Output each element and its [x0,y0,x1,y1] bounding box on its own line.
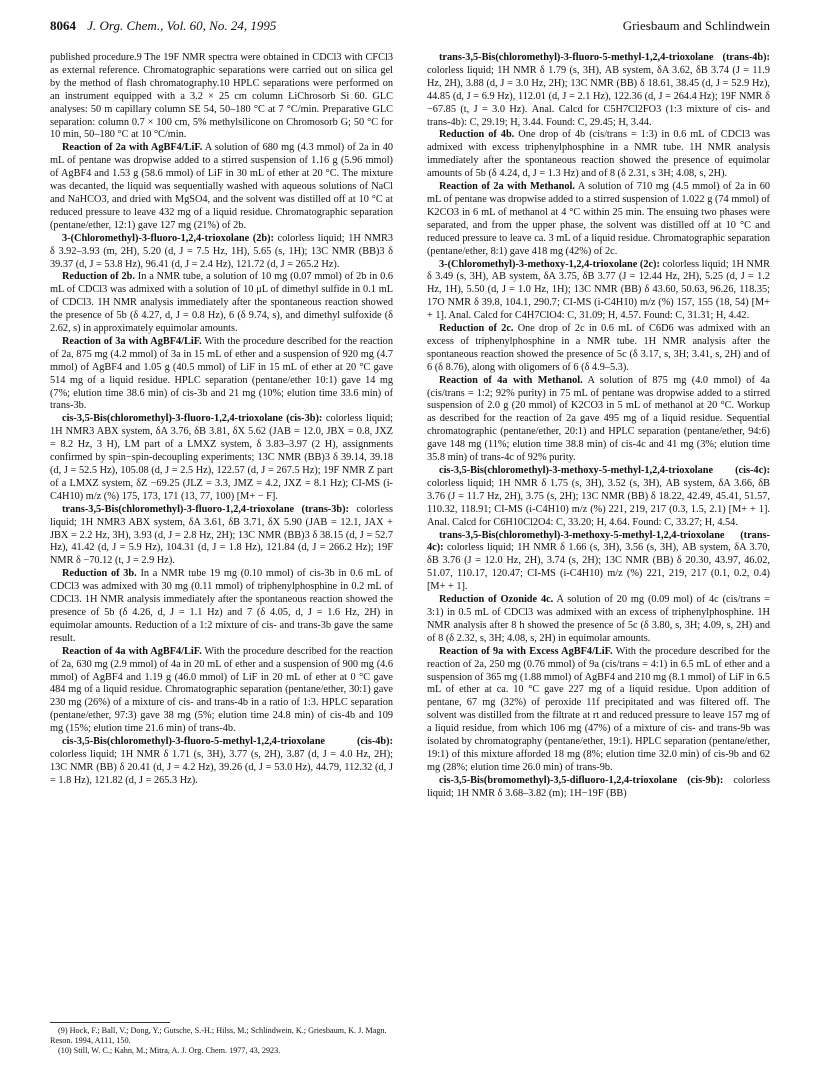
paragraph [427,181,770,258]
paragraph-text: With the procedure described for the reaction of 2a, 875 mg (4.2 mmol) of 3a in 15 mL of ether and a suspension of 920 mg (4.7 mmol) of AgBF4 and 1.05 g (40.5 mmol) of LiF in 15 mL of ether at 20 °C gave 514 mg of a liquid residue. HPLC separation (pentane/ether 10:1) gave 14 mg (7%; elution time 38.6 min) of cis-3b and 21 mg (10%; elution time 33.6 min) of trans-3b. [50,335,393,412]
paragraph [427,646,770,775]
paragraph [427,129,770,181]
paragraph-text: colorless liquid; 1H NMR δ 1.79 (s, 3H), AB system, δA 3.62, δB 3.74 (J = 11.9 Hz, 2H), 3.88 (d, J = 3.0 Hz, 2H); 13C NMR (BB) δ 18.61, 38.45 (d, J = 52.9 Hz), 44.85 (d, J = 6.9 Hz), 112.01 (d, J = 2.1 Hz), 122.36 (d, J = 264.4 Hz); 19F NMR δ −67.85 (t, J = 3.0 Hz). Anal. Calcd for C5H7Cl2FO3 (1:3 mixture of cis- and trans-4b): C, 29.19; H, 3.44. Found: C, 29.45; H, 3.44. [427,64,770,128]
journal-citation: J. Org. Chem., Vol. 60, No. 24, 1995 [87,18,277,33]
paragraph-heading: Reaction of 4a with Methanol. [439,374,583,386]
paragraph-text: colorless liquid; 1H NMR δ 1.66 (s, 3H), 3.56 (s, 3H), AB system, δA 3.70, δB 3.76 (J = 12.0 Hz, 2H), 3.74 (s, 2H); 13C NMR (BB) δ 20.30, 43.97, 46.02, 51.07, 110.17, 120.47; CI-MS (i-C4H10) m/z (%) 221, 219, 217 (0.1, 0.2, 0.4) [M+ + 1]. [427,542,770,593]
paragraph-text: colorless liquid; 1H NMR3 ABX system, δA 3.61, δB 3.71, δX 5.90 (JAB = 12.1, JAX + JBX = 2.2 Hz, 3H), 3.93 (d, J = 2.8 Hz, 2H); 13C NMR (BB)3 δ 38.15 (d, J = 52.7 Hz), 41.42 (d, J = 5.9 Hz), 104.31 (d, J = 1.8 Hz), 121.84 (d, J = 266.2 Hz); 19F NMR δ −70.12 (t, J = 2.9 Hz). [50,503,393,567]
paragraph-text: A solution of 710 mg (4.5 mmol) of 2a in 60 mL of pentane was dropwise added to a stirred suspension of 1.022 g (74 mmol) of K2CO3 in 6 mL of methanol at 4 °C within 25 min. The ensuing two phases were separated, and from the upper phase, the solvent was distilled off at 10 °C and reduced pressure to leave ca. 3 mL of a liquid residue. Chromatographic separation (pentane/ether, 8:1) gave 418 mg (42%) of 2c. [427,181,770,257]
running-header [50,18,770,38]
footnote: (9) Hock, F.; Ball, V.; Dong, Y.; Gutsche, S.-H.; Hilss, M.; Schlindwein, K.; Griesbaum, K. J. Magn. Reson. 1994, A111, 150. [50,1026,387,1045]
paragraph-text: colorless liquid; 1H NMR δ 3.68–3.82 (m); 1H−19F (BB) [427,774,770,799]
paragraph-text: colorless liquid; 1H NMR δ 1.75 (s, 3H), 3.52 (s, 3H), AB system, δA 3.66, δB 3.76 (J = 11.7 Hz, 2H), 3.75 (s, 2H); 13C NMR (BB) δ 18.22, 42.49, 45.41, 51.57, 110.32, 118.91; CI-MS (i-C4H10) m/z (%) 221, 219, 217 (0.3, 1.5, 2.1) [M+ + 1]. Anal. Calcd for C6H10Cl2O4: C, 33.20; H, 4.64. Found: C, 33.27; H, 4.54. [427,477,770,528]
paragraph-text: In a NMR tube, a solution of 10 mg (0.07 mmol) of 2b in 0.6 mL of CDCl3 was admixed with a solution of 10 μL of dimethyl sulfide in 0.1 mL of CDCl3. 1H NMR analysis immediately after the spontaneous reaction showed the presence of 5b (δ 4.27, d, J = 0.8 Hz), 6 (δ 9.74, s), and dimethyl sulfoxide (δ 2.62, s) in approximately equimolar amounts. [50,271,393,335]
paragraph [427,375,770,465]
paragraph-heading: cis-3,5-Bis(chloromethyl)-3-methoxy-5-methyl-1,2,4-trioxolane (cis-4c): [439,465,770,476]
paragraph-heading: trans-3,5-Bis(chloromethyl)-3-fluoro-1,2,4-trioxolane (trans-3b): [62,503,349,515]
paragraph [50,504,393,569]
paragraph-heading: Reduction of 2b. [62,271,135,283]
paragraph-text: One drop of 4b (cis/trans = 1:3) in 0.6 mL of CDCl3 was admixed with excess triphenylphosphine in a NMR tube. 1H NMR analysis immediately after the spontaneous reaction showed the presence of equimolar amounts of 5b (δ 4.24, d, J = 1.3 Hz) and of 8 (δ 2.31, s 3H; 4.08, s, 2H). [427,129,770,180]
paragraph-text: In a NMR tube 19 mg (0.10 mmol) of cis-3b in 0.6 mL of CDCl3 was admixed with 30 mg (0.11 mmol) of triphenylphosphine in 0.2 mL of CDCl3. 1H NMR analysis immediately after the spontaneous reaction showed the presence of 5b (δ 4.26, d, J = 1.1 Hz) and 7 (δ 4.05, d, J = 1.6 Hz, 2H) in equimolar amounts. Reduction of a 1:2 mixture of cis- and trans-3b gave the same result. [50,568,393,644]
page-number: 8064 [50,18,76,33]
paragraph-heading: Reaction of 2a with Methanol. [439,181,575,193]
paragraph [427,465,770,530]
paragraph [427,52,770,129]
paragraph-heading: Reaction of 3a with AgBF4/LiF. [62,335,202,347]
paragraph [50,736,393,788]
paragraph-heading: 3-(Chloromethyl)-3-methoxy-1,2,4-trioxolane (2c): [439,258,660,270]
paragraph-heading: Reaction of 4a with AgBF4/LiF. [62,645,202,657]
left-column [50,52,393,788]
paragraph-heading: Reduction of Ozonide 4c. [439,594,554,606]
paragraph [50,52,393,142]
paragraph-heading: Reduction of 2c. [439,323,514,335]
paragraph-text: A solution of 680 mg (4.3 mmol) of 2a in 40 mL of pentane was dropwise added to a stirred suspension of 1.16 g (5.96 mmol) of AgBF4 and 1.53 g (58.6 mmol) of LiF in 30 mL of ether at 20 °C. The mixture was decanted, the liquid was sequentially washed with aqueous solutions of NaCl and NaHCO3, and dried with MgSO4, and the solvent was distilled off at 10 °C at reduced pressure to leave 432 mg of a liquid residue. Chromatographic separation (pentane/ether, 12:1) gave 127 mg (21%) of 2b. [50,142,393,231]
paragraph [50,233,393,272]
paragraph-heading: trans-3,5-Bis(chloromethyl)-3-fluoro-5-methyl-1,2,4-trioxolane (trans-4b): [439,52,770,63]
paragraph-text: colorless liquid; 1H NMR δ 1.71 (s, 3H), 3.77 (s, 2H), 3.87 (d, J = 4.0 Hz, 2H); 13C NMR (BB) δ 20.41 (d, J = 4.2 Hz), 39.26 (d, J = 53.0 Hz), 44.79, 112.32 (d, J = 1.8 Hz), 121.82 (d, J = 265.3 Hz). [50,748,393,786]
paragraph [50,413,393,503]
paragraph-text: colorless liquid; 1H NMR3 ABX system, δA 3.76, δB 3.81, δX 5.62 (JAB = 12.0, JBX = 0.8, JXZ = 8.2 Hz, 3 H), LM part of a LMXZ system, δ 3.83–3.97 (2 H), assignments confirmed by spin−spin-decoupling experiments; 13C NMR (BB)3 δ 39.14, 39.18 (d, J = 52.5 Hz), 105.08 (d, J = 2.5 Hz), 122.57 (d, J = 267.5 Hz); 19F NMR Z part of a LMXZ system, δZ −69.25 (JLZ = 3.3, JMZ = 4.2, JXZ = 8.1 Hz); CI-MS (i-C4H10) m/z (%) 175, 173, 171 (13, 77, 100) [M+ − F]. [50,413,393,502]
paragraph-text: colorless liquid; 1H NMR3 δ 3.92–3.93 (m, 2H), 5.20 (d, J = 7.5 Hz, 1H), 5.65 (s, 1H); 13C NMR (BB)3 δ 39.37 (d, J = 53.8 Hz), 96.41 (d, J = 2.4 Hz), 121.72 (d, J = 265.2 Hz). [50,232,393,270]
paragraph [50,142,393,232]
paragraph-heading: trans-3,5-Bis(chloromethyl)-3-methoxy-5-methyl-1,2,4-trioxolane (trans-4c): [427,529,770,554]
paragraph [50,568,393,645]
paragraph-text: A solution of 875 mg (4.0 mmol) of 4a (cis/trans = 1:2; 92% purity) in 75 mL of pentane was dropwise added to a stirred suspension of 2.0 g (20 mmol) of K2CO3 in 5 mL of methanol at 20 °C. Workup as described for the reaction of 2a gave 495 mg of a liquid residue. Sequential chromatographic (pentane/ether, 20:1) and HPLC separation (pentane/ether, 94:6) gave 148 mg (11%; elution time 38.8 min) of cis-4c and 41 mg (3%; elution time 35.8 min) of trans-4c of 92% purity. [427,374,771,464]
paragraph-heading: cis-3,5-Bis(bromomethyl)-3,5-difluoro-1,2,4-trioxolane (cis-9b): [439,774,724,786]
paragraph [427,323,770,375]
paragraph-heading: cis-3,5-Bis(chloromethyl)-3-fluoro-5-methyl-1,2,4-trioxolane (cis-4b): [62,736,393,748]
paragraph [50,271,393,336]
paragraph [427,259,770,324]
paragraph-heading: Reduction of 4b. [439,129,515,141]
paragraph [50,336,393,413]
paragraph-heading: Reduction of 3b. [62,568,137,580]
paragraph-text: A solution of 20 mg (0.09 mol) of 4c (cis/trans = 3:1) in 0.5 mL of CDCl3 was admixed with an excess of triphenylphosphine. 1H NMR analysis after 8 h showed the presence of 5c (δ 3.80, s, 3H; 4.09, s, 2H) and of 8 (δ 2.32, s, 3H; 4.08, s, 2H) in equimolar amounts. [427,594,770,644]
footnotes [50,1026,393,1056]
right-column [427,52,770,801]
paragraph [50,646,393,736]
paragraph-heading: Reaction of 9a with Excess AgBF4/LiF. [439,645,613,657]
footnote-rule [50,1022,170,1023]
paragraph-text: published procedure.9 The 19F NMR spectra were obtained in CDCl3 with CFCl3 as external reference. Chromatographic separations were carried out on silica gel by the method of flash chromatography.10 HPLC separations were performed on an instrument equipped with a 3.2 × 25 cm column LiChrosorb Si 60. GLC analyses: 50 m capillary column SE 54, 50–180 °C at 7 °C/min. Preparative GLC separation: column 0.7 × 100 cm, 5% methylsilicone on Chromosorb G; 50 °C for 10 min, 50–180 °C at 10 °C/min. [50,52,393,141]
paragraph [427,530,770,595]
paragraph-text: colorless liquid; 1H NMR δ 3.49 (s, 3H), AB system, δA 3.75, δB 3.77 (J = 12.44 Hz, 2H), 5.25 (d, J = 1.2 Hz, 1H), 5.50 (d, J = 1.0 Hz, 1H); 13C NMR (BB) δ 43.60, 50.63, 96.26, 118.35; 17O NMR δ 39.8, 104.1, 290.7; CI-MS (i-C4H10) m/z (%) 157, 155 (18, 54) [M+ + 1]. Anal. Calcd for C4H7ClO4: C, 31.09; H, 4.57. Found: C, 31.31; H, 4.42. [427,258,770,322]
footnote: (10) Still, W. C.; Kahn, M.; Mitra, A. J. Org. Chem. 1977, 43, 2923. [58,1046,281,1055]
paragraph-heading: Reaction of 2a with AgBF4/LiF. [62,142,203,154]
paragraph-text: One drop of 2c in 0.6 mL of C6D6 was admixed with an excess of triphenylphosphine in a NMR tube. 1H NMR analysis after the spontaneous reaction showed the presence of 5c (δ 3.17, s, 3H; 3.41, s, 2H) and of 6 (δ 8.76), along with oligomers of 6 (δ 4.9–5.3). [427,323,770,373]
author-names: Griesbaum and Schlindwein [622,18,770,33]
paragraph [427,775,770,801]
paragraph-text: With the procedure described for the reaction of 2a, 630 mg (2.9 mmol) of 4a in 20 mL of ether and a suspension of 900 mg (4.6 mmol) of AgBF4 and 1.19 g (46.0 mmol) of LiF in 20 mL of ether at 0 °C gave 484 mg of a liquid residue. Chromatographic separation (pentane/ether, 30:1) gave 230 mg (26%) of a mixture of cis- and trans-4b in a ratio of 1:3. HPLC separation (pentane/ether, 97:3) gave 38 mg (5%; elution time 24.8 min) of cis-4b and 109 mg (15%; elution time 21.6 min) of trans-4b. [50,645,393,735]
paragraph-heading: 3-(Chloromethyl)-3-fluoro-1,2,4-trioxolane (2b): [62,232,274,244]
paragraph-text: With the procedure described for the reaction of 2a, 250 mg (0.76 mmol) of 9a (cis/trans = 4:1) in 6.5 mL of ether and a suspension of 365 mg (1.88 mmol) of AgBF4 and 210 mg (8.1 mmol) of LiF in 6.5 mL of ether at ca. 10 °C gave 227 mg of a liquid residue. Upon addition of pentane, 67 mg (32%) of peroxide 11f precipitated and was filtered off. The solvent was distilled from the filtrate at rt and reduced pressure to leave 157 mg of a liquid residue, from which 106 mg (47%) of a mixture of cis- and trans-9b was isolated by chromatography (pentane/ether, 19:1). HPLC separation (pentane/ether, 19:1) of this mixture afforded 18 mg (8%; elution time 32.0 min) of cis-9b and 62 mg (28%; elution time 26.0 min) of trans-9b. [427,645,771,773]
paragraph [427,594,770,646]
paragraph-heading: cis-3,5-Bis(chloromethyl)-3-fluoro-1,2,4-trioxolane (cis-3b): [62,413,323,425]
